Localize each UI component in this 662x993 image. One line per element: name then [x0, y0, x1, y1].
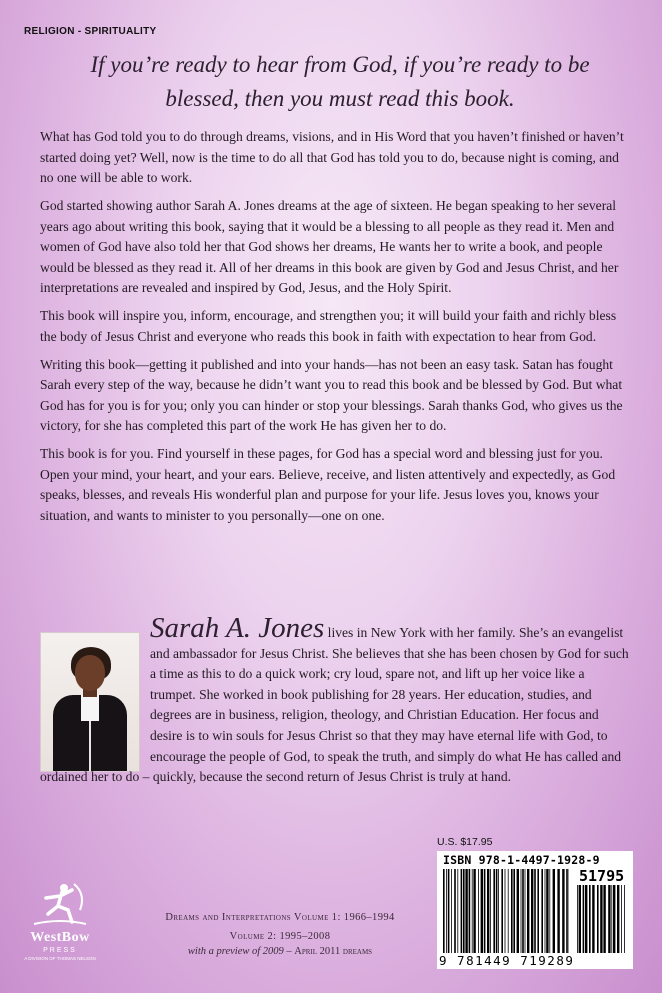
series-line-3-prefix: with a preview of 2009 – [187, 946, 295, 957]
barcode [437, 851, 633, 969]
category-label: RELIGION - SPIRITUALITY [24, 26, 157, 37]
series-line-2: Volume 2: 1995–2008 [229, 931, 331, 942]
series-line-1: Dreams and Interpretations Volume 1: 1966–1994 [165, 912, 395, 923]
isbn-text: ISBN 978-1-4497-1928-9 [443, 853, 600, 867]
description-paragraph-1: What has God told you to do through dreams, visions, and in His Word that you haven’t finished or haven’t started doing yet? Well, now is the time to do all that God has told you to do, because night is coming, and no one will be able to work. [40, 129, 624, 185]
publisher-logo [20, 880, 100, 980]
description-paragraph-2: God started showing author Sarah A. Jones dreams at the age of sixteen. He began speaking to her several years ago about writing this book, saying that it would be a blessing to all people as they read it. Men and women of God have also told her that God shows her dreams, He wants her to write a book, and people would be blessed as they read it. All of her dreams in this book are given by God and Jesus Christ, and her interpretations are revealed and inspired by God, Jesus, and the Holy Spirit. [40, 198, 619, 295]
tagline: If you’re ready to hear from God, if you’re ready to be blessed, then you must read this book. [90, 52, 590, 111]
publisher-name: WestBow [30, 930, 90, 945]
description-paragraph-4: Writing this book—getting it published and into your hands—has not been an easy task. Satan has fought Sarah every step of the way, because he didn’t want you to read this book and be blessed by God. But what God has for you is for you; only you can hinder or stop your blessings. Sarah thanks God, who gives us the victory, for she has completed this part of the work He has given her to do. [40, 356, 623, 433]
series-line-3 [130, 946, 430, 957]
publisher-division: A DIVISION OF THOMAS NELSON [24, 956, 96, 961]
price-code-bars [577, 885, 627, 953]
price-label: U.S. $17.95 [437, 836, 493, 848]
westbow-runner-logo-icon [28, 880, 92, 928]
series-line-3-suffix: April 2011 dreams [294, 946, 373, 957]
author-bio-text: lives in New York with her family. She’s an evangelist and ambassador for Jesus Christ. She believes that she has been chosen by God for such a time as this to do a quick work; cry loud, spare not, and lift up her voice like a trumpet. She worked in book publishing for 28 years. Her education, studies, and degrees are in business, religion, theology, and Christian Education. Her focus and desire is to win souls for Jesus Christ so that they may have eternal life with God, to encourage the people of God, to speak the truth, and simply do what He has called and ordained her to do – quickly, because the second return of Jesus Christ is truly at hand. [40, 625, 629, 785]
description-paragraph-3: This book will inspire you, inform, encourage, and strengthen you; it will build your faith and richly bless the body of Jesus Christ and everyone who reads this book in faith with expectation to hear from God. [40, 308, 617, 344]
author-name: Sarah A. Jones [150, 612, 325, 644]
description-paragraph-5: This book is for you. Find yourself in these pages, for God has a special word and blessing just for you. Open your mind, your heart, and your ears. Believe, receive, and listen attentively and expectedly, as God speaks, blesses, and reveals His wonderful plan and purpose for your life. Jesus loves you, knows your situation, and wants to minister to you personally—one on one. [40, 446, 616, 523]
publisher-press: PRESS [43, 947, 77, 954]
series-info [130, 912, 430, 957]
author-bio [40, 612, 632, 788]
ean-number: 9 781449 719289 [439, 953, 575, 968]
ean-barcode-bars [443, 869, 569, 953]
description [40, 127, 632, 534]
price-code-text: 51795 [579, 867, 625, 885]
